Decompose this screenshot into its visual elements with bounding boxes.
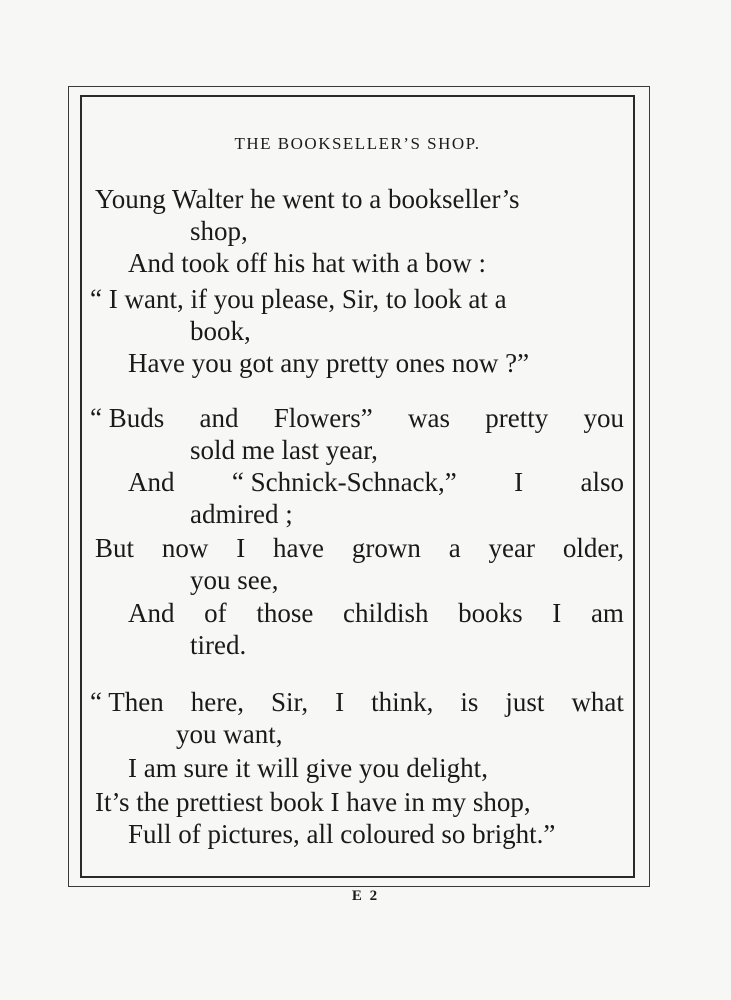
verse-line bbox=[128, 597, 624, 629]
verse-word: am bbox=[590, 598, 624, 628]
verse-word: those bbox=[256, 598, 314, 628]
verse-line: you want, bbox=[176, 719, 283, 749]
verse-word: of bbox=[204, 598, 227, 628]
verse-word: older, bbox=[562, 533, 624, 563]
verse-word: was bbox=[407, 403, 450, 433]
page-signature-mark: E 2 bbox=[351, 888, 380, 904]
verse-word: Sir, bbox=[270, 687, 309, 717]
verse-line bbox=[95, 532, 624, 564]
verse-word: also bbox=[580, 467, 624, 497]
verse-word: year bbox=[488, 533, 535, 563]
verse-line: It’s the prettiest book I have in my shop, bbox=[95, 787, 531, 817]
verse-word: “ Schnick-Schnack,” bbox=[231, 467, 457, 497]
page-title: THE BOOKSELLER’S SHOP. bbox=[234, 134, 481, 153]
verse-line bbox=[128, 466, 624, 498]
verse-word: just bbox=[505, 687, 545, 717]
verse-line: admired ; bbox=[190, 499, 293, 529]
verse-line: Have you got any pretty ones now ?” bbox=[128, 348, 530, 378]
verse-line: sold me last year, bbox=[190, 435, 378, 465]
verse-word: I bbox=[335, 687, 345, 717]
verse-line bbox=[90, 686, 624, 718]
verse-line: “ I want, if you please, Sir, to look at a bbox=[90, 284, 507, 314]
verse-word: what bbox=[571, 687, 624, 717]
verse-word: grown bbox=[351, 533, 421, 563]
verse-word: I bbox=[514, 467, 524, 497]
verse-line: book, bbox=[190, 316, 251, 346]
verse-line bbox=[90, 402, 624, 434]
verse-word: think, bbox=[371, 687, 434, 717]
verse-line: shop, bbox=[190, 216, 248, 246]
verse-word: is bbox=[460, 687, 479, 717]
verse-word: Flowers” bbox=[273, 403, 373, 433]
verse-line: tired. bbox=[190, 630, 247, 660]
verse-word: I bbox=[552, 598, 562, 628]
verse-word: here, bbox=[190, 687, 244, 717]
verse-word: a bbox=[448, 533, 461, 563]
verse-line: Full of pictures, all coloured so bright.” bbox=[128, 819, 556, 849]
verse-word: And bbox=[128, 598, 175, 628]
verse-word: books bbox=[458, 598, 523, 628]
verse-word: pretty bbox=[485, 403, 549, 433]
verse-line: And took off his hat with a bow : bbox=[128, 248, 486, 278]
verse-word: “ Buds bbox=[90, 403, 165, 433]
verse-word: “ Then bbox=[90, 687, 164, 717]
verse-word: you bbox=[583, 403, 624, 433]
verse-line: Young Walter he went to a bookseller’s bbox=[95, 184, 520, 214]
verse-word: I bbox=[236, 533, 246, 563]
verse-word: childish bbox=[342, 598, 429, 628]
verse-word: But bbox=[95, 533, 135, 563]
verse-word: now bbox=[161, 533, 209, 563]
verse-word: and bbox=[199, 403, 239, 433]
verse-line: you see, bbox=[190, 565, 279, 595]
verse-word: have bbox=[273, 533, 325, 563]
verse-word: And bbox=[128, 467, 175, 497]
verse-line: I am sure it will give you delight, bbox=[128, 753, 488, 783]
